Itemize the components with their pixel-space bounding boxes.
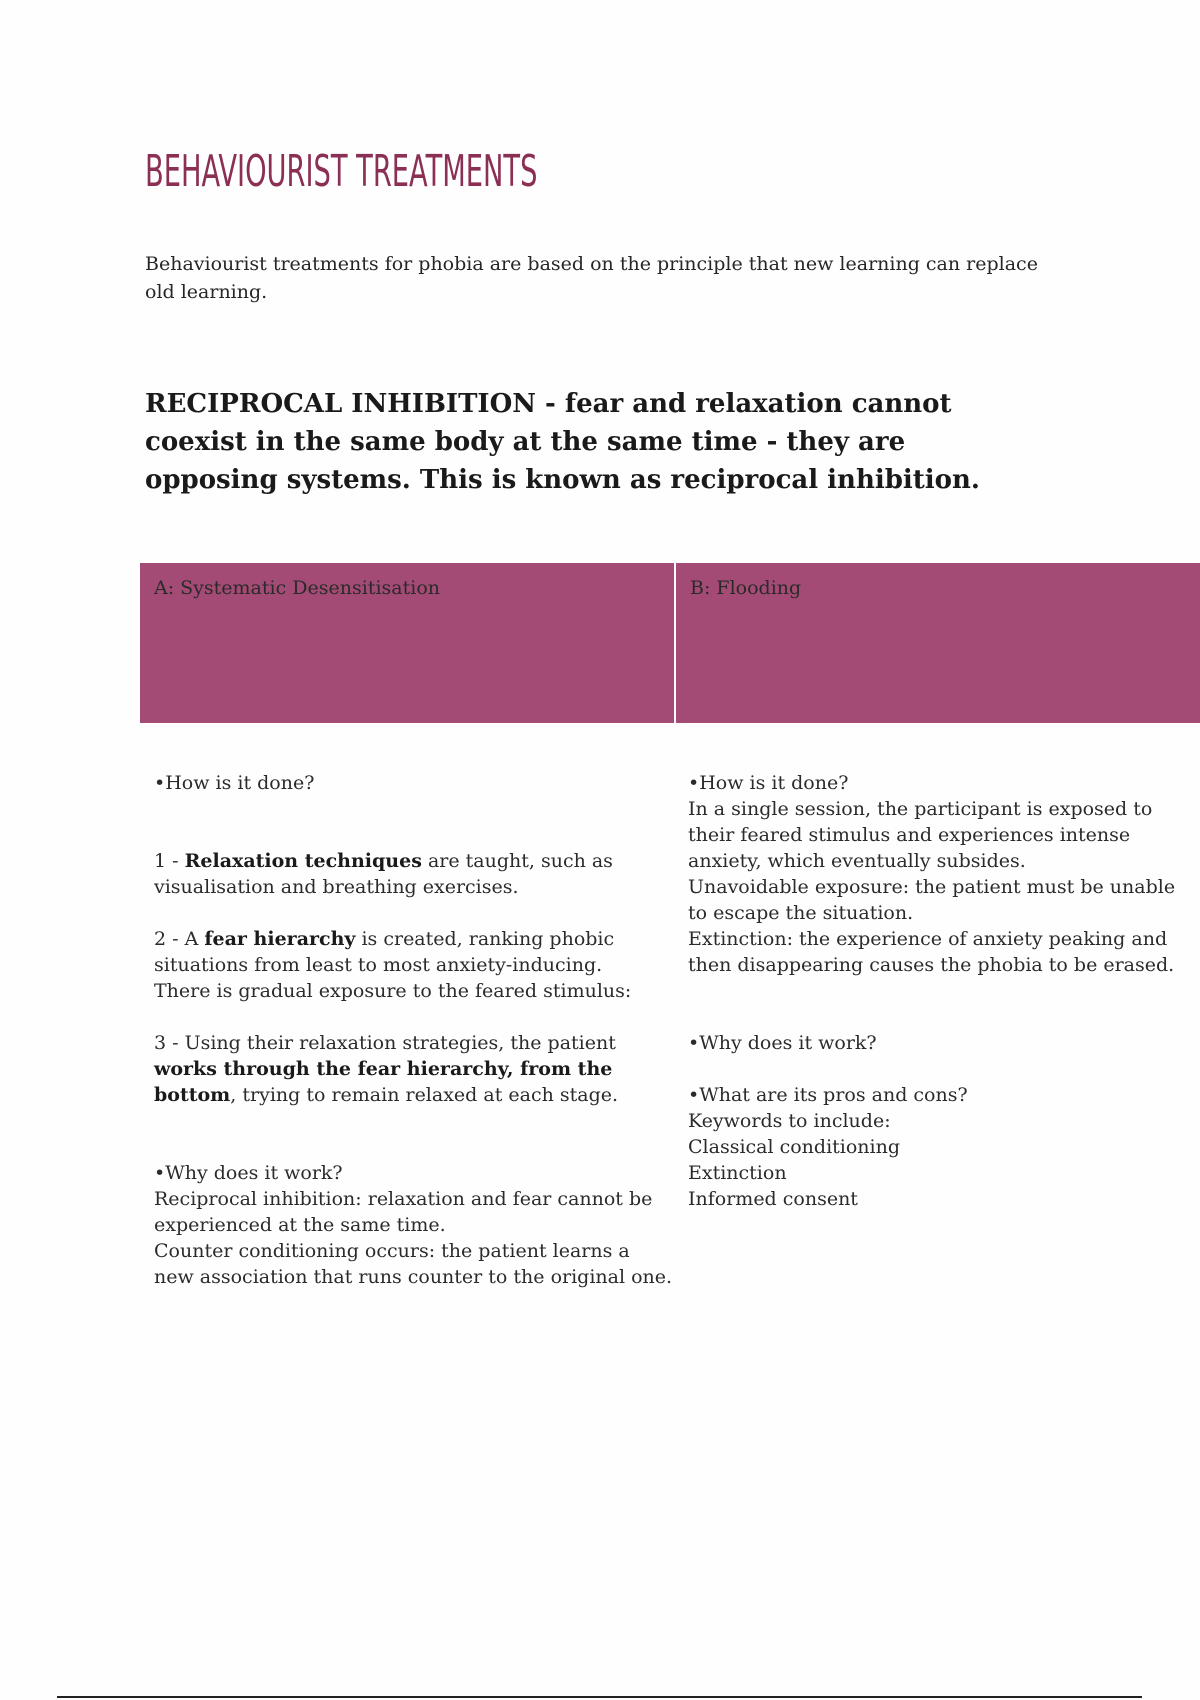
intro-paragraph: Behaviourist treatments for phobia are based on the principle that new learning can replace old learning.	[145, 253, 1038, 303]
sd-step-2-exposure: There is gradual exposure to the feared stimulus:	[154, 980, 632, 1002]
sd-step-2	[154, 926, 674, 978]
sd-step-3	[154, 1030, 674, 1108]
flooding-column	[688, 770, 1198, 1212]
fl-keywords-label: Keywords to include:	[688, 1110, 891, 1132]
sd-step-3-prefix: 3 - Using their relaxation strategies, the patient	[154, 1032, 616, 1054]
fl-how-line-1: In a single session, the participant is exposed to their feared stimulus and experiences intense anxiety, which eventually subsides.	[688, 798, 1153, 872]
sd-step-3-bold-1: works through the fear hierarchy, from the	[154, 1058, 613, 1080]
fl-how-line-2: Unavoidable exposure: the patient must be unable to escape the situation.	[688, 876, 1176, 924]
systematic-desensitisation-column	[154, 770, 674, 1290]
reciprocal-inhibition-statement: RECIPROCAL INHIBITION - fear and relaxation cannot coexist in the same body at the same time - they are opposing systems. This is known as reciprocal inhibition.	[145, 389, 980, 495]
sd-why-line-2: Counter conditioning occurs: the patient learns a new association that runs counter to the original one.	[154, 1240, 673, 1288]
fl-keyword: Classical conditioning	[688, 1136, 901, 1158]
sd-how-heading: •How is it done?	[154, 772, 315, 794]
sd-step-3-rest: , trying to remain relaxed at each stage.	[230, 1084, 619, 1106]
fl-pros-cons-heading: •What are its pros and cons?	[688, 1084, 968, 1106]
sd-step-1-prefix: 1 -	[154, 850, 185, 872]
header-systematic-desensitisation: A: Systematic Desensitisation	[140, 563, 674, 723]
fl-how-line-3: Extinction: the experience of anxiety peaking and then disappearing causes the phobia to be erased.	[688, 928, 1175, 976]
sd-why-heading: •Why does it work?	[154, 1162, 343, 1184]
sd-step-2-prefix: 2 - A	[154, 928, 205, 950]
sd-step-1-rest: are taught, such as visualisation and breathing exercises.	[154, 850, 613, 898]
fl-keyword: Informed consent	[688, 1188, 858, 1210]
sd-step-1	[154, 848, 674, 900]
fl-why-heading: •Why does it work?	[688, 1032, 877, 1054]
page-bottom-rule	[57, 1696, 1142, 1698]
sd-why-line-1: Reciprocal inhibition: relaxation and fear cannot be experienced at the same time.	[154, 1188, 653, 1236]
fl-keyword: Extinction	[688, 1162, 787, 1184]
page-title: BEHAVIOURIST TREATMENTS	[145, 146, 538, 197]
sd-step-1-bold: Relaxation techniques	[184, 850, 422, 872]
sd-step-3-bold-2: bottom	[154, 1084, 231, 1106]
sd-step-2-bold: fear hierarchy	[204, 928, 356, 950]
fl-how-heading: •How is it done?	[688, 772, 849, 794]
treatment-table-header	[140, 563, 1200, 723]
header-flooding: B: Flooding	[676, 563, 1200, 723]
sd-step-2-rest: is created, ranking phobic situations from least to most anxiety-inducing.	[154, 928, 615, 976]
